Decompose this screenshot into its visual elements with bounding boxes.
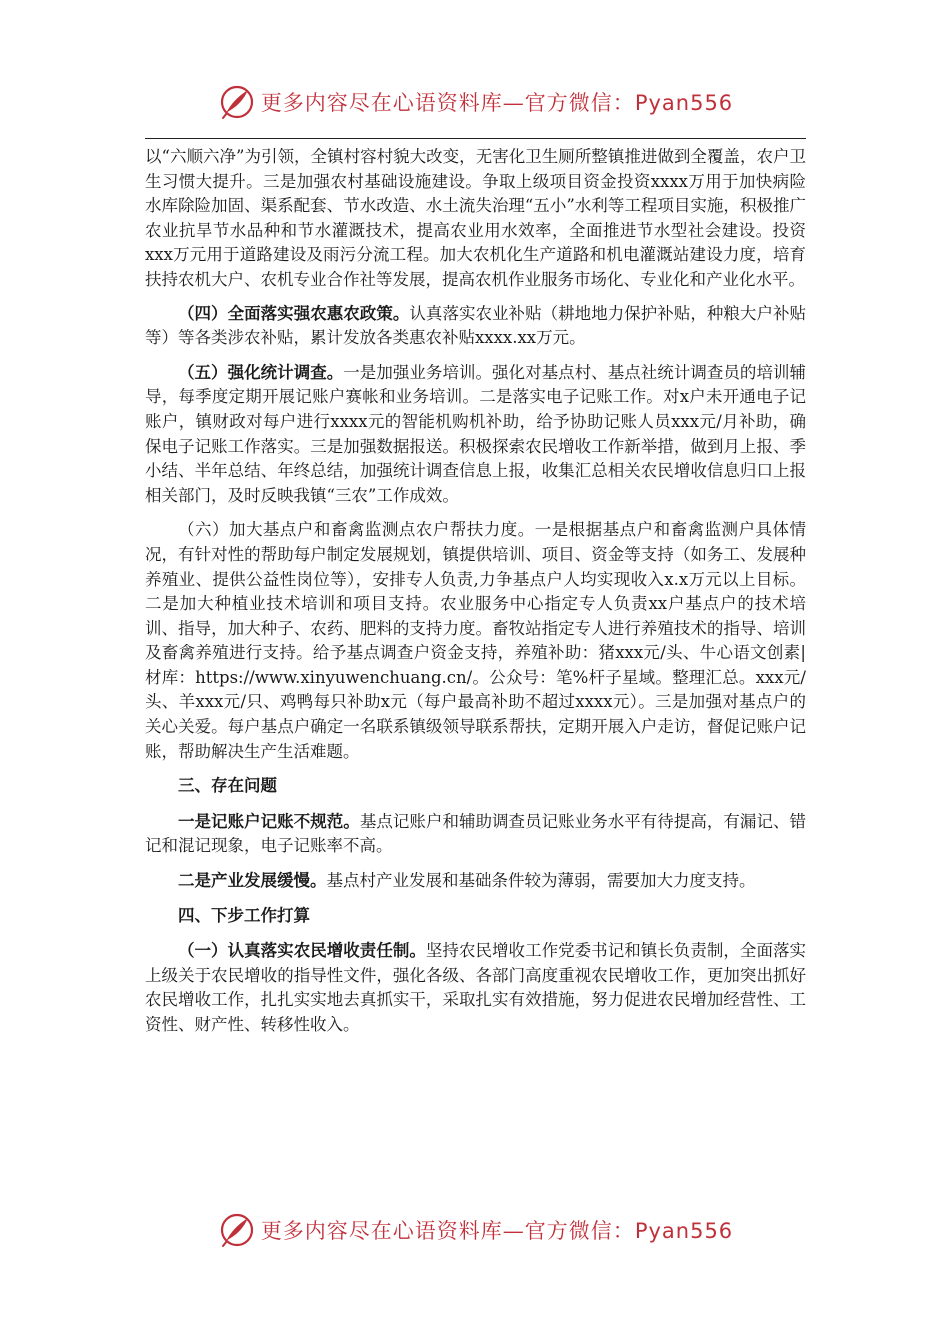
- quill-logo-icon: [217, 82, 257, 122]
- paragraph-statistics: （五）强化统计调查。一是加强业务培训。强化对基点村、基点社统计调查员的培训辅导，每季度定期开展记账户赛帐和业务培训。二是落实电子记账工作。对x户未开通电子记账户，镇财政对每户进行xxxx元的智能机购机补助，给予协助记账人员xxx元/月补助，确保电子记账工作落实。三是加强数据报送。积极探索农民增收工作新举措，做到月上报、季小结、半年总结、年终总结，加强统计调查信息上报，收集汇总相关农民增收信息归口上报相关部门，及时反映我镇“三农”工作成效。: [145, 362, 807, 505]
- paragraph-problem-2: 二是产业发展缓慢。基点村产业发展和基础条件较为薄弱，需要加大力度支持。: [178, 871, 756, 891]
- banner-text: 更多内容尽在心语资料库—官方微信：Pyan556: [260, 91, 734, 115]
- quill-logo-icon: [217, 1210, 257, 1250]
- section-heading-problems: 三、存在问题: [178, 776, 277, 796]
- problem-2-heading: 二是产业发展缓慢。: [178, 871, 327, 891]
- header-banner: [0, 80, 950, 124]
- paragraph-responsibility: （一）认真落实农民增收责任制。坚持农民增收工作党委书记和镇长负责制，全面落实上级关于农民增收的指导性文件，强化各级、各部门高度重视农民增收工作，更加突出抓好农民增收工作，扎扎实实地去真抓实干，采取扎实有效措施，努力促进农民增加经营性、工资性、财产性、转移性收入。: [145, 941, 807, 1034]
- paragraph-assistance: （六）加大基点户和畜禽监测点农户帮扶力度。一是根据基点户和畜禽监测户具体情况，有针对性的帮助每户制定发展规划，镇提供培训、项目、资金等支持（如务工、发展种养殖业、提供公益性岗位等），安排专人负责,力争基点户人均实现收入x.x万元以上目标。二是加大种植业技术培训和项目支持。农业服务中心指定专人负责xx户基点户的技术培训、指导，加大种子、农药、肥料的支持力度。畜牧站指定专人进行养殖技术的指导、培训及畜禽养殖进行支持。给予基点调查户资金支持，养殖补助：猪xxx元/头、牛心语文创素|材库：https://www.xinyuwenchuang.cn/。公众号：笔%杆子星域。整理汇总。xxx元/头、羊xxx元/只、鸡鸭每只补助x元（每户最高补助不超过xxxx元）。三是加强对基点户的关心关爱。每户基点户确定一名联系镇级领导联系帮扶，定期开展入户走访，督促记账户记账，帮助解决生产生活难题。: [145, 520, 806, 761]
- document-body: [145, 145, 806, 1048]
- paragraph-infrastructure: 以“六顺六净”为引领，全镇村容村貌大改变，无害化卫生厕所整镇推进做到全覆盖，农户卫生习惯大提升。三是加强农村基础设施建设。争取上级项目资金投资xxxx万用于加快病险水库除险加固、渠系配套、节水改造、水土流失治理“五小”水利等工程项目实施，积极推广农业抗旱节水品种和节水灌溉技术，提高农业用水效率，全面推进节水型社会建设。投资xxx万元用于道路建设及雨污分流工程。加大农机化生产道路和机电灌溉站建设力度，培育扶持农机大户、农机专业合作社等发展，提高农机作业服务市场化、专业化和产业化水平。: [145, 147, 806, 289]
- section-heading-next-steps: 四、下步工作打算: [178, 905, 310, 925]
- footer-banner: [0, 1208, 950, 1252]
- paragraph-problem-1: 一是记账户记账不规范。基点记账户和辅助调查员记账业务水平有待提高，有漏记、错记和混记现象，电子记账率不高。: [145, 811, 807, 856]
- wechat-id: Pyan556: [634, 1219, 734, 1243]
- section-heading-5: （五）强化统计调查。: [178, 362, 344, 382]
- wechat-id: Pyan556: [634, 91, 734, 115]
- problem-1-heading: 一是记账户记账不规范。: [178, 811, 360, 831]
- next-step-1-heading: （一）认真落实农民增收责任制。: [178, 941, 426, 961]
- paragraph-subsidy-policy: （四）全面落实强农惠农政策。认真落实农业补贴（耕地地力保护补贴，种粮大户补贴等）等各类涉农补贴，累计发放各类惠农补贴xxxx.xx万元。: [145, 303, 807, 348]
- section-heading-4: （四）全面落实强农惠农政策。: [178, 303, 410, 323]
- header-divider: [145, 138, 806, 139]
- banner-text: 更多内容尽在心语资料库—官方微信：Pyan556: [260, 1219, 734, 1243]
